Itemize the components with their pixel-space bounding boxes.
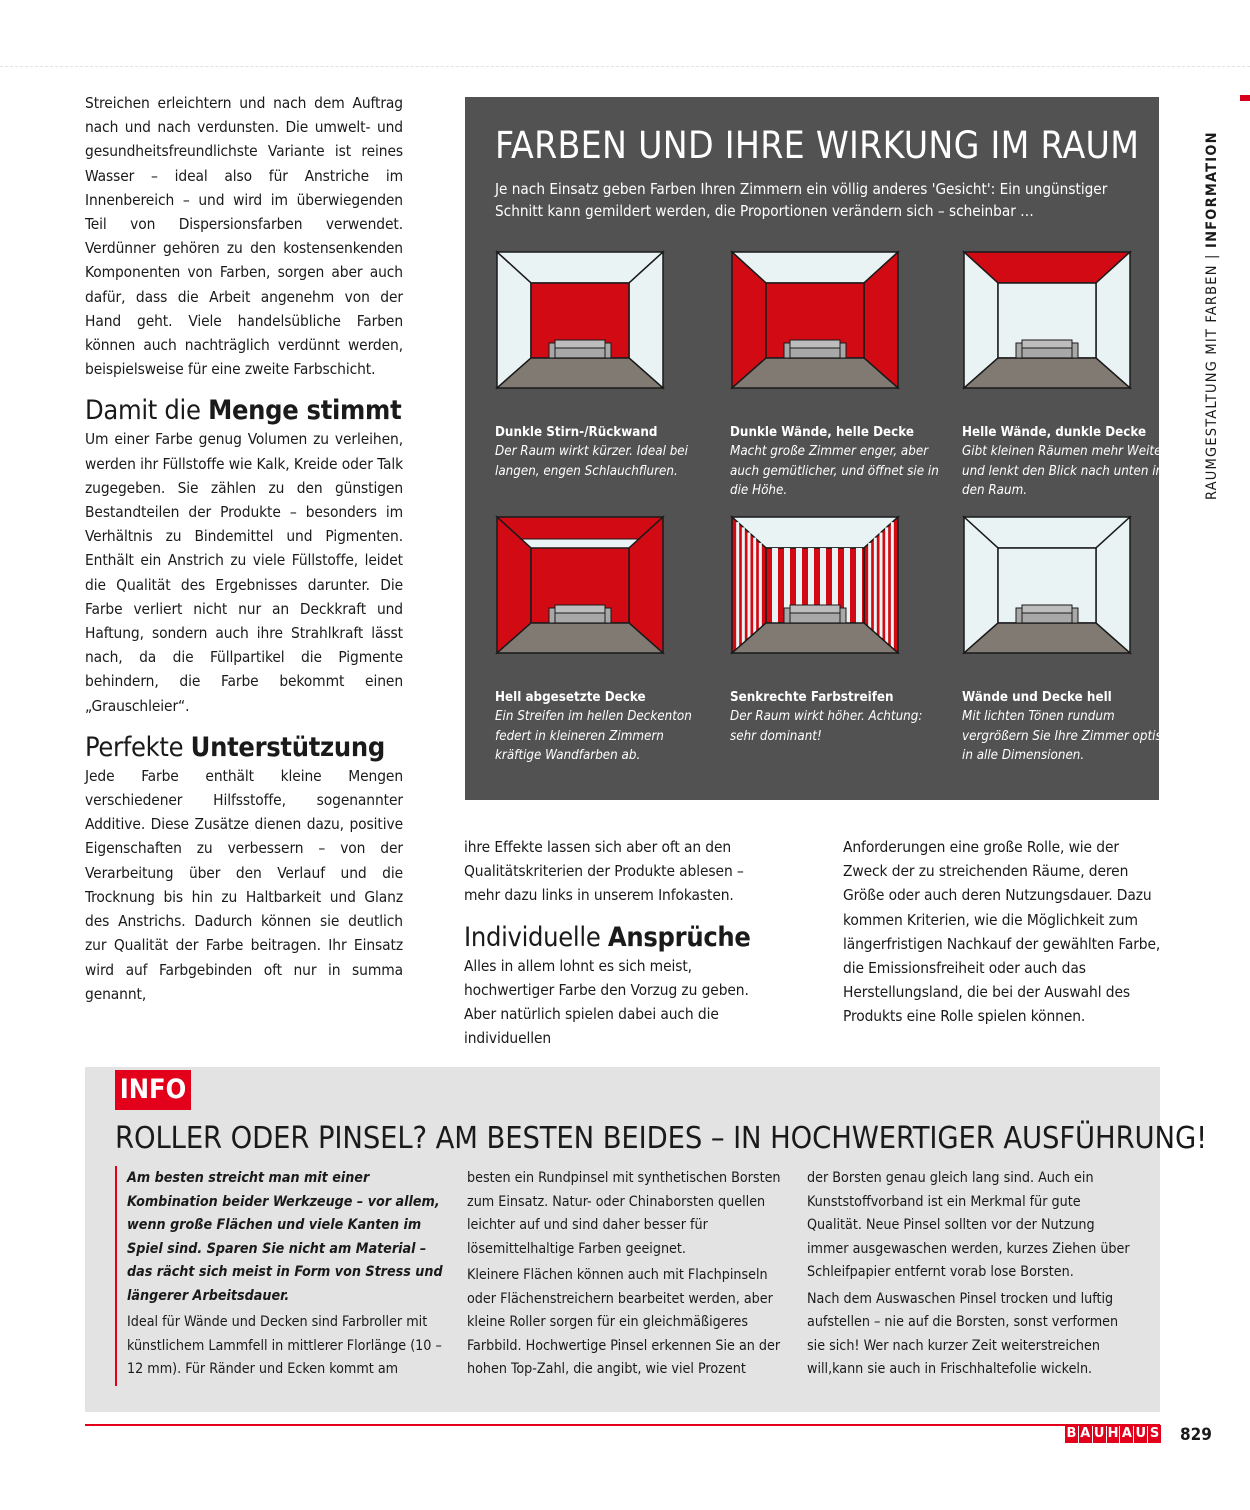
column-2 <box>464 835 782 1050</box>
heading-menge: Damit die Menge stimmt <box>85 395 402 427</box>
room-svg <box>495 515 665 655</box>
room-illustration <box>495 515 665 655</box>
bauhaus-logo-letter: B <box>1066 1426 1077 1441</box>
room-illustration <box>962 250 1132 390</box>
room-caption <box>962 688 1177 765</box>
paragraph-menge: Um einer Farbe genug Volumen zu verleihen, werden ihr Füllstoffe wie Kalk, Kreide oder Talk zugegeben. Sie zählen zu den günstigen Bestandteilen der Produkte – besonders im Verhältnis zu Bindemittel und Pigmenten. Enthält ein Anstrich zu viele Füllstoffe, leidet die Qualität des Ergebnisses darunter. Die Farbe verliert nicht nur an Deckkraft und Haftung, sondern auch ihre Strahlkraft lässt nach, da die Füllpartikel die Pigmente behindern, die Farbe bekommt einen „Grauschleier“. <box>85 430 403 715</box>
section-separator: | <box>1204 253 1220 259</box>
heading-unterstuetzung: Perfekte Unterstützung <box>85 731 385 763</box>
sofa-icon <box>784 340 846 358</box>
room-caption <box>495 423 710 481</box>
room-caption-title: Dunkle Stirn-/Rückwand <box>495 425 658 440</box>
section-category: INFORMATION <box>1204 131 1220 248</box>
effects-intro: Je nach Einsatz geben Farben Ihren Zimmern ein völlig anderes 'Gesicht': Ein ungünstiger Schnitt kann gemildert werden, die Proportionen verändern sich – scheinbar … <box>495 180 1108 220</box>
paragraph-unterstuetzung: Jede Farbe enthält kleine Mengen verschiedener Hilfsstoffe, sogenannter Additive. Diese Zusätze dienen dazu, positive Eigenschaften zu verbessern – von der Verarbeitung über den Verlauf und die Trocknung bis hin zu Haltbarkeit und Glanz des Anstrichs. Dadurch können sie deutlich zur Qualität der Farbe beitragen. Ihr Einsatz wird auf Farbgebinden oft nur in summa genannt, <box>85 766 403 1003</box>
bauhaus-logo-letter: U <box>1135 1426 1146 1441</box>
room-caption-text: Der Raum wirkt kürzer. Ideal bei langen, engen Schlauchfluren. <box>495 444 688 479</box>
info-lead: Am besten streicht man mit einer Kombination beider Werkzeuge – vor allem, wenn große Flächen und viele Kanten im Spiel sind. Sparen Sie nicht am Material – das rächt sich meist in Form von Stress und längerer Arbeitsdauer. <box>127 1170 443 1304</box>
bauhaus-logo <box>1065 1425 1161 1443</box>
room-caption-title: Dunkle Wände, helle Decke <box>730 425 914 440</box>
stripe <box>772 548 778 623</box>
room-svg <box>730 250 900 390</box>
info-title: ROLLER ODER PINSEL? AM BESTEN BEIDES – IN HOCHWERTIGER AUSFÜHRUNG! <box>115 1121 1207 1156</box>
column-1 <box>85 91 403 1006</box>
sofa-icon <box>549 605 611 623</box>
room-caption <box>962 423 1177 500</box>
room-caption-title: Wände und Decke hell <box>962 690 1112 705</box>
paragraph-anforderungen: Anforderungen eine große Rolle, wie der Zweck der zu streichenden Räume, deren Größe oder auch deren Nutzungsdauer. Dazu kommen Kriterien, wie die Möglichkeit zum längerfristigen Nachkauf der gewählten Farbe, die Emissionsfreiheit oder auch das Herstellungsland, die bei der Auswahl des Produkts eine Rolle spielen können. <box>843 838 1161 1026</box>
room-caption-text: Gibt kleinen Räumen mehr Weite und lenkt den Blick nach unten in den Raum. <box>962 444 1164 498</box>
info-borsten-text: der Borsten genau gleich lang sind. Auch ein Kunststoffvorband ist ein Merkmal für gute Qualität. Neue Pinsel sollten vor der Nutzung immer ausgewaschen werden, kurzes Ziehen über Schleifpapier entfernt vorab lose Borsten. <box>807 1170 1130 1280</box>
info-auswaschen-text: Nach dem Auswaschen Pinsel trocken und luftig aufstellen – nie auf die Borsten, sonst verformen sie sich! Wer nach kurzer Zeit weiterstreichen will,kann sie auch in Frischhaltefolie wickeln. <box>807 1290 1119 1377</box>
footer-rule <box>85 1424 1160 1426</box>
room-illustration <box>495 250 665 390</box>
room-caption-text: Ein Streifen im hellen Deckenton federt in kleineren Zimmern kräftige Wandfarben ab. <box>495 709 692 763</box>
bauhaus-logo-letter: U <box>1093 1426 1105 1441</box>
side-section-label <box>1200 110 1224 500</box>
room-illustration <box>730 515 900 655</box>
info-flaechen-text: Kleinere Flächen können auch mit Flachpinseln oder Flächenstreichern bearbeitet werden, aber kleine Roller sorgen für ein gleichmäßigeres Farbbild. Hochwertige Pinsel erkennen Sie an der hohen Top-Zahl, die angibt, wie viel Prozent <box>467 1267 781 1377</box>
bauhaus-logo-letter: A <box>1121 1426 1132 1441</box>
room-caption-text: Macht große Zimmer enger, aber auch gemütlicher, und öffnet sie in die Höhe. <box>730 444 939 498</box>
room-caption <box>730 423 945 500</box>
room-illustration <box>730 250 900 390</box>
color-effects-box <box>465 97 1176 800</box>
info-badge: INFO <box>115 1070 191 1110</box>
sofa-icon <box>1016 340 1078 358</box>
sofa-icon <box>1016 605 1078 623</box>
bauhaus-logo-letter: S <box>1149 1426 1160 1441</box>
info-column-1 <box>127 1167 452 1385</box>
effects-title: FARBEN UND IHRE WIRKUNG IM RAUM <box>495 124 1140 167</box>
info-accent-rule <box>115 1166 117 1386</box>
bauhaus-logo-letter: H <box>1107 1426 1119 1441</box>
room-caption-text: Mit lichten Tönen rundum vergrößern Sie Ihre Zimmer optisch in alle Dimensionen. <box>962 709 1176 763</box>
room-svg <box>495 250 665 390</box>
section-name: RAUMGESTALTUNG MIT FARBEN <box>1204 264 1220 500</box>
top-divider <box>0 66 1250 67</box>
sofa-icon <box>784 605 846 623</box>
room-caption-title: Hell abgesetzte Decke <box>495 690 646 705</box>
room-illustration <box>962 515 1132 655</box>
room-svg <box>730 515 900 655</box>
room-caption-title: Senkrechte Farbstreifen <box>730 690 894 705</box>
room-ceiling-band <box>521 539 639 548</box>
info-column-2 <box>467 1167 792 1385</box>
paragraph-ansprueche: Alles in allem lohnt es sich meist, hochwertiger Farbe den Vorzug zu geben. Aber natürlich spielen dabei auch die individuellen <box>464 956 749 1048</box>
info-roller-text: Ideal für Wände und Decken sind Farbroller mit künstlichem Lammfell in mittlerer Florlänge (10 – 12 mm). Für Ränder und Ecken kommt am <box>127 1314 442 1377</box>
room-svg <box>962 515 1132 655</box>
room-svg <box>962 250 1132 390</box>
room-caption-text: Der Raum wirkt höher. Achtung: sehr dominant! <box>730 709 923 744</box>
stripe <box>856 548 862 623</box>
bauhaus-logo-letter: A <box>1080 1426 1091 1441</box>
info-pinsel-text: besten ein Rundpinsel mit synthetischen Borsten zum Einsatz. Natur- oder Chinaborsten quellen leichter auf und sind daher besser für lösemittelhaltige Farben geeignet. <box>467 1170 781 1257</box>
room-caption-title: Helle Wände, dunkle Decke <box>962 425 1147 440</box>
heading-ansprueche: Individuelle Ansprüche <box>464 921 751 953</box>
paragraph-intro: Streichen erleichtern und nach dem Auftrag nach und nach verdunsten. Die umwelt- und gesundheitsfreundlichste Variante ist reines Wasser – ideal also für Anstriche im Innenbereich – und wird im überwiegenden Teil von Dispersionsfarben verwendet. Verdünner gehören zu den kostensenkenden Komponenten von Farben, sorgen aber auch dafür, dass die Arbeit angenehm von der Hand geht. Viele handelsübliche Farben können auch nachträglich verdünnt werden, beispielsweise für eine zweite Farbschicht. <box>85 94 403 379</box>
room-caption <box>730 688 945 746</box>
paragraph-effekte: ihre Effekte lassen sich aber oft an den Qualitätskriterien der Produkte ablesen – mehr dazu links in unserem Infokasten. <box>464 838 744 905</box>
sofa-icon <box>549 340 611 358</box>
info-column-3 <box>807 1167 1137 1385</box>
room-caption <box>495 688 710 765</box>
section-tab-marker <box>1240 95 1250 101</box>
column-3 <box>843 835 1161 1029</box>
page-number: 829 <box>1180 1425 1212 1445</box>
